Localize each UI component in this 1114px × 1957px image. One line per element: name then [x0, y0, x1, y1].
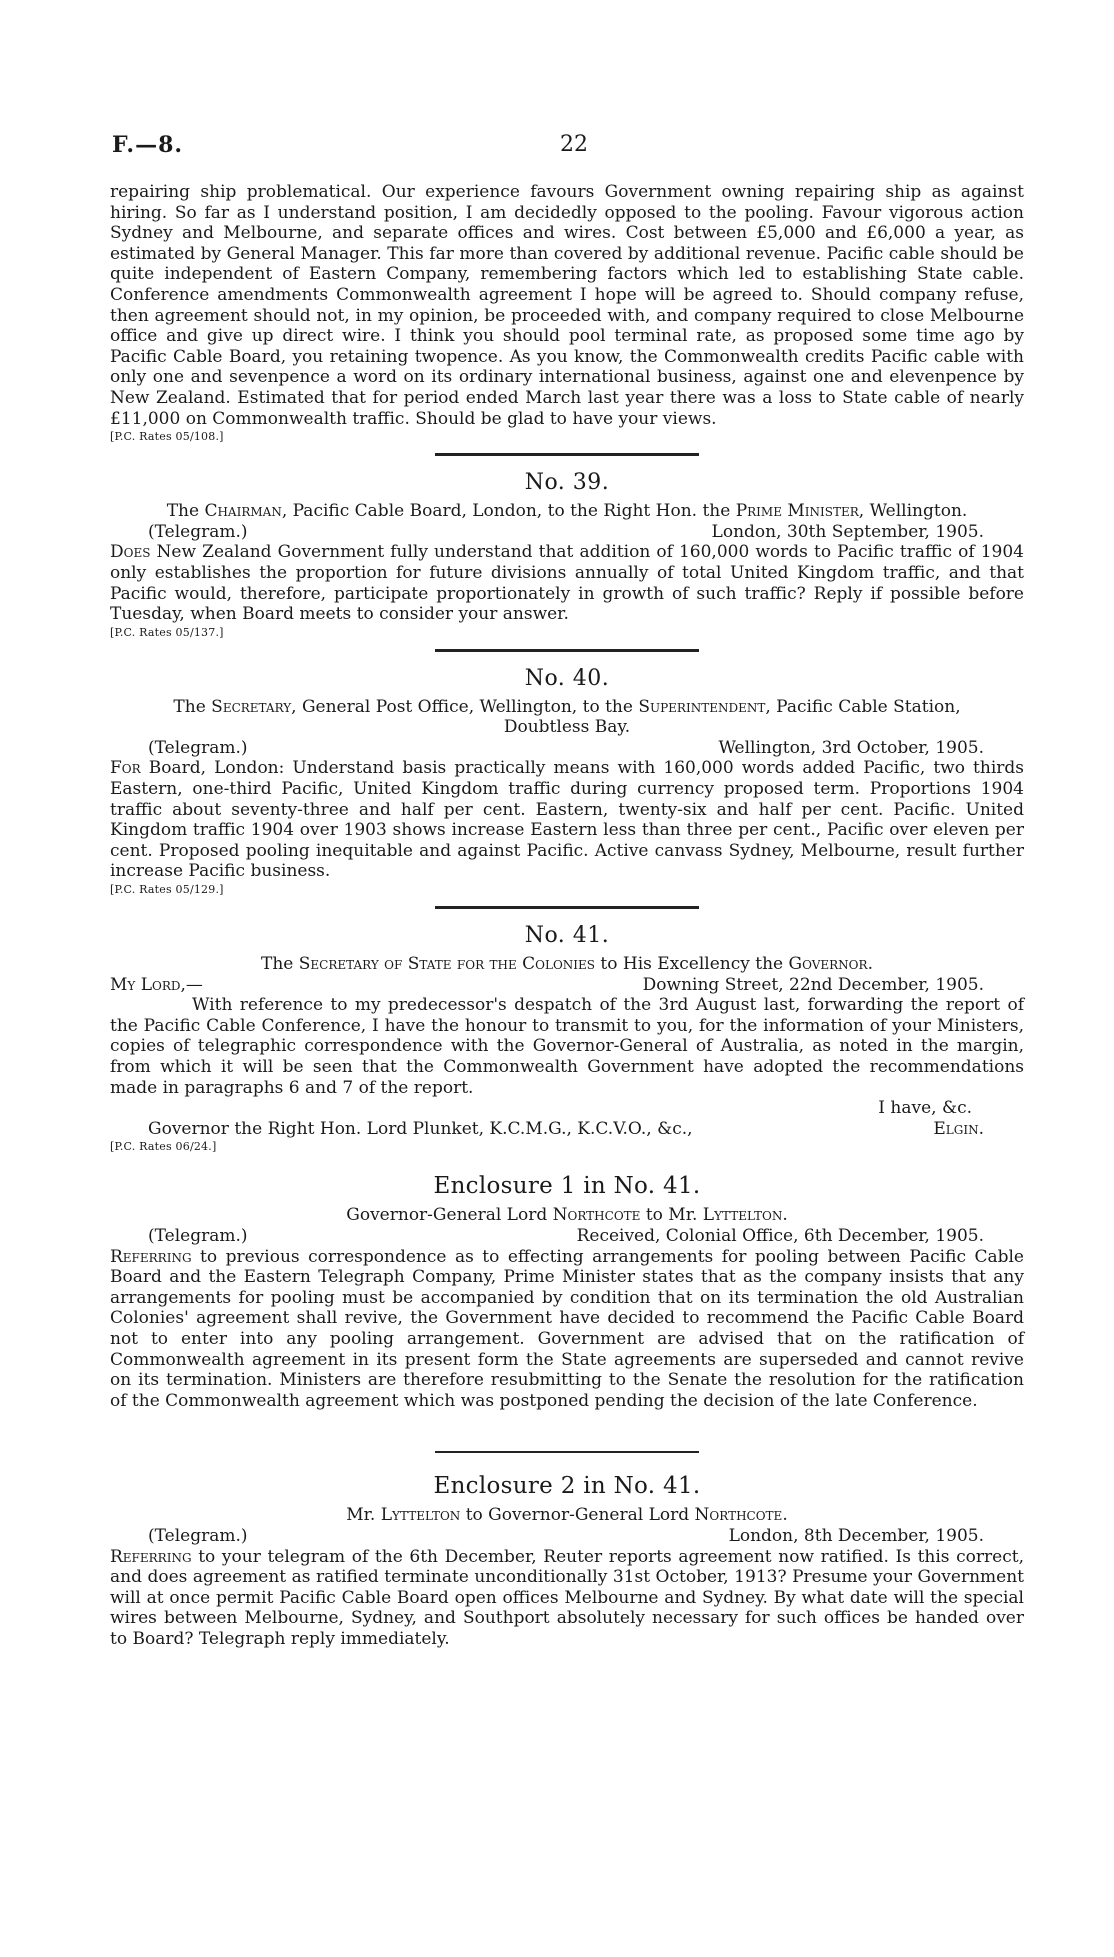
- medium-label: (Telegram.): [148, 521, 248, 542]
- salutation: My Lord,—: [110, 974, 203, 995]
- closing: I have, &c.: [878, 1098, 972, 1119]
- page-number: 22: [560, 132, 588, 157]
- section-divider: [435, 906, 699, 909]
- telegram-body: Referring to your telegram of the 6th December, Reuter reports agreement now ratified. Is this correct, and does agreement as ratified terminate unconditionally 31st October, 1913? Presume your Government will at once permit Pacific Cable Board open offices Melbourne and Sydney. By what date will the special wires between Melbourne, Sydney, and Southport absolutely necessary for such offices be handed over to Board? Telegraph reply immediately.: [110, 1546, 1024, 1649]
- enclosure-heading: Enclosure 1 in No. 41.: [433, 1173, 701, 1200]
- place-date: Wellington, 3rd October, 1905.: [718, 737, 984, 758]
- address-line: Mr. Lyttelton to Governor-General Lord Northcote.: [346, 1505, 788, 1526]
- place-date: Downing Street, 22nd December, 1905.: [642, 974, 984, 995]
- signature: Elgin.: [933, 1118, 984, 1139]
- enclosure-1: [110, 1173, 1024, 1453]
- page-content: [110, 182, 1024, 1649]
- continued-paragraph: repairing ship problematical. Our experience favours Government owning repairing ship as against hiring. So far as I understand position, I am decidedly opposed to the pooling. Favour vigorous action Sydney and Melbourne, and separate offices and wires. Cost between £5,000 and £6,000 a year, as estimated by General Manager. This far more than covered by additional revenue. Pacific cable should be quite independent of Eastern Company, remembering factors which led to establishing State cable. Conference amendments Commonwealth agreement I hope will be agreed to. Should company refuse, then agreement should not, in my opinion, be proceeded with, and company required to close Melbourne office and give up direct wire. I think you should pool terminal rate, as proposed some time ago by Pacific Cable Board, you retaining twopence. As you know, the Commonwealth credits Pacific cable with only one and sevenpence a word on its ordinary international business, against one and elevenpence by New Zealand. Estimated that for period ended March last year there was a loss to State cable of nearly £11,000 on Commonwealth traffic. Should be glad to have your views.: [110, 182, 1024, 429]
- file-reference: [P.C. Rates 05/129.]: [110, 883, 224, 897]
- recipient: Governor the Right Hon. Lord Plunket, K.C.M.G., K.C.V.O., &c.,: [148, 1118, 693, 1139]
- enclosure-2: [110, 1473, 1024, 1649]
- place-date: London, 30th September, 1905.: [711, 521, 984, 542]
- medium-date-line: [110, 1226, 1024, 1247]
- address-line-2: Doubtless Bay.: [503, 717, 631, 738]
- telegram-body: Does New Zealand Government fully understand that addition of 160,000 words to Pacific traffic of 1904 only establishes the proportion for future divisions annually of total United Kingdom traffic, and that Pacific would, therefore, participate proportionately in growth of such traffic? Reply if possible before Tuesday, when Board meets to consider your answer.: [110, 542, 1024, 625]
- telegram-body: Referring to previous correspondence as to effecting arrangements for pooling between Pacific Cable Board and the Eastern Telegraph Company, Prime Minister states that as the company insists that any arrangements for pooling must be accompanied by condition that on its termination the old Australian Colonies' agreement shall revive, the Government have decided to recommend the Pacific Cable Board not to enter into any pooling arrangement. Government are advised that on the ratification of Commonwealth agreement in its present form the State agreements are superseded and cannot revive on its termination. Ministers are therefore resubmitting to the Senate the resolution for the ratification of the Commonwealth agreement which was postponed pending the decision of the late Conference.: [110, 1246, 1024, 1411]
- place-date: London, 8th December, 1905.: [728, 1525, 984, 1546]
- place-date: Received, Colonial Office, 6th December, 1905.: [576, 1225, 984, 1246]
- item-no-40: [110, 666, 1024, 909]
- telegram-body: For Board, London: Understand basis practically means with 160,000 words added Pacific, two thirds Eastern, one-third Pacific, United Kingdom traffic during currency proposed term. Proportions 1904 traffic about seventy-three and half per cent. Eastern, twenty-six and half per cent. Pacific. United Kingdom traffic 1904 over 1903 shows increase Eastern less than three per cent., Pacific over eleven per cent. Proposed pooling inequitable and against Pacific. Active canvass Sydney, Melbourne, result further increase Pacific business.: [110, 758, 1024, 882]
- document-code: F.—8.: [112, 132, 184, 158]
- address-line: The Chairman, Pacific Cable Board, London, to the Right Hon. the Prime Minister, Wellington.: [166, 501, 968, 522]
- item-no-39: [110, 470, 1024, 652]
- salutation-date-line: [110, 975, 1024, 996]
- medium-date-line: [110, 522, 1024, 543]
- section-divider: [435, 453, 699, 456]
- despatch-body: With reference to my predecessor's despatch of the 3rd August last, forwarding the report of the Pacific Cable Conference, I have the honour to transmit to you, for the information of your Ministers, copies of telegraphic correspondence with the Governor-General of Australia, as noted in the margin, from which it will be seen that the Commonwealth Government have adopted the recommendations made in paragraphs 6 and 7 of the report.: [110, 995, 1024, 1098]
- address-line: The Secretary of State for the Colonies to His Excellency the Governor.: [261, 954, 873, 975]
- item-no-41: [110, 923, 1024, 1153]
- address-line: Governor-General Lord Northcote to Mr. Lyttelton.: [346, 1205, 788, 1226]
- medium-date-line: [110, 1526, 1024, 1547]
- continued-telegram: [110, 182, 1024, 456]
- address-line: The Secretary, General Post Office, Wellington, to the Superintendent, Pacific Cable Station,: [173, 696, 961, 717]
- medium-label: (Telegram.): [148, 737, 248, 758]
- file-reference: [P.C. Rates 05/108.]: [110, 430, 224, 444]
- recipient-signature-line: [110, 1119, 1024, 1140]
- medium-label: (Telegram.): [148, 1525, 248, 1546]
- page-header: [112, 132, 1024, 172]
- enclosure-heading: Enclosure 2 in No. 41.: [433, 1473, 701, 1500]
- medium-label: (Telegram.): [148, 1225, 248, 1246]
- item-heading: No. 41.: [524, 923, 610, 949]
- file-reference: [P.C. Rates 06/24.]: [110, 1140, 217, 1154]
- medium-date-line: [110, 738, 1024, 759]
- item-heading: No. 39.: [524, 470, 610, 496]
- section-divider: [435, 1451, 699, 1453]
- file-reference: [P.C. Rates 05/137.]: [110, 625, 224, 639]
- section-divider: [435, 649, 699, 652]
- item-heading: No. 40.: [524, 665, 610, 691]
